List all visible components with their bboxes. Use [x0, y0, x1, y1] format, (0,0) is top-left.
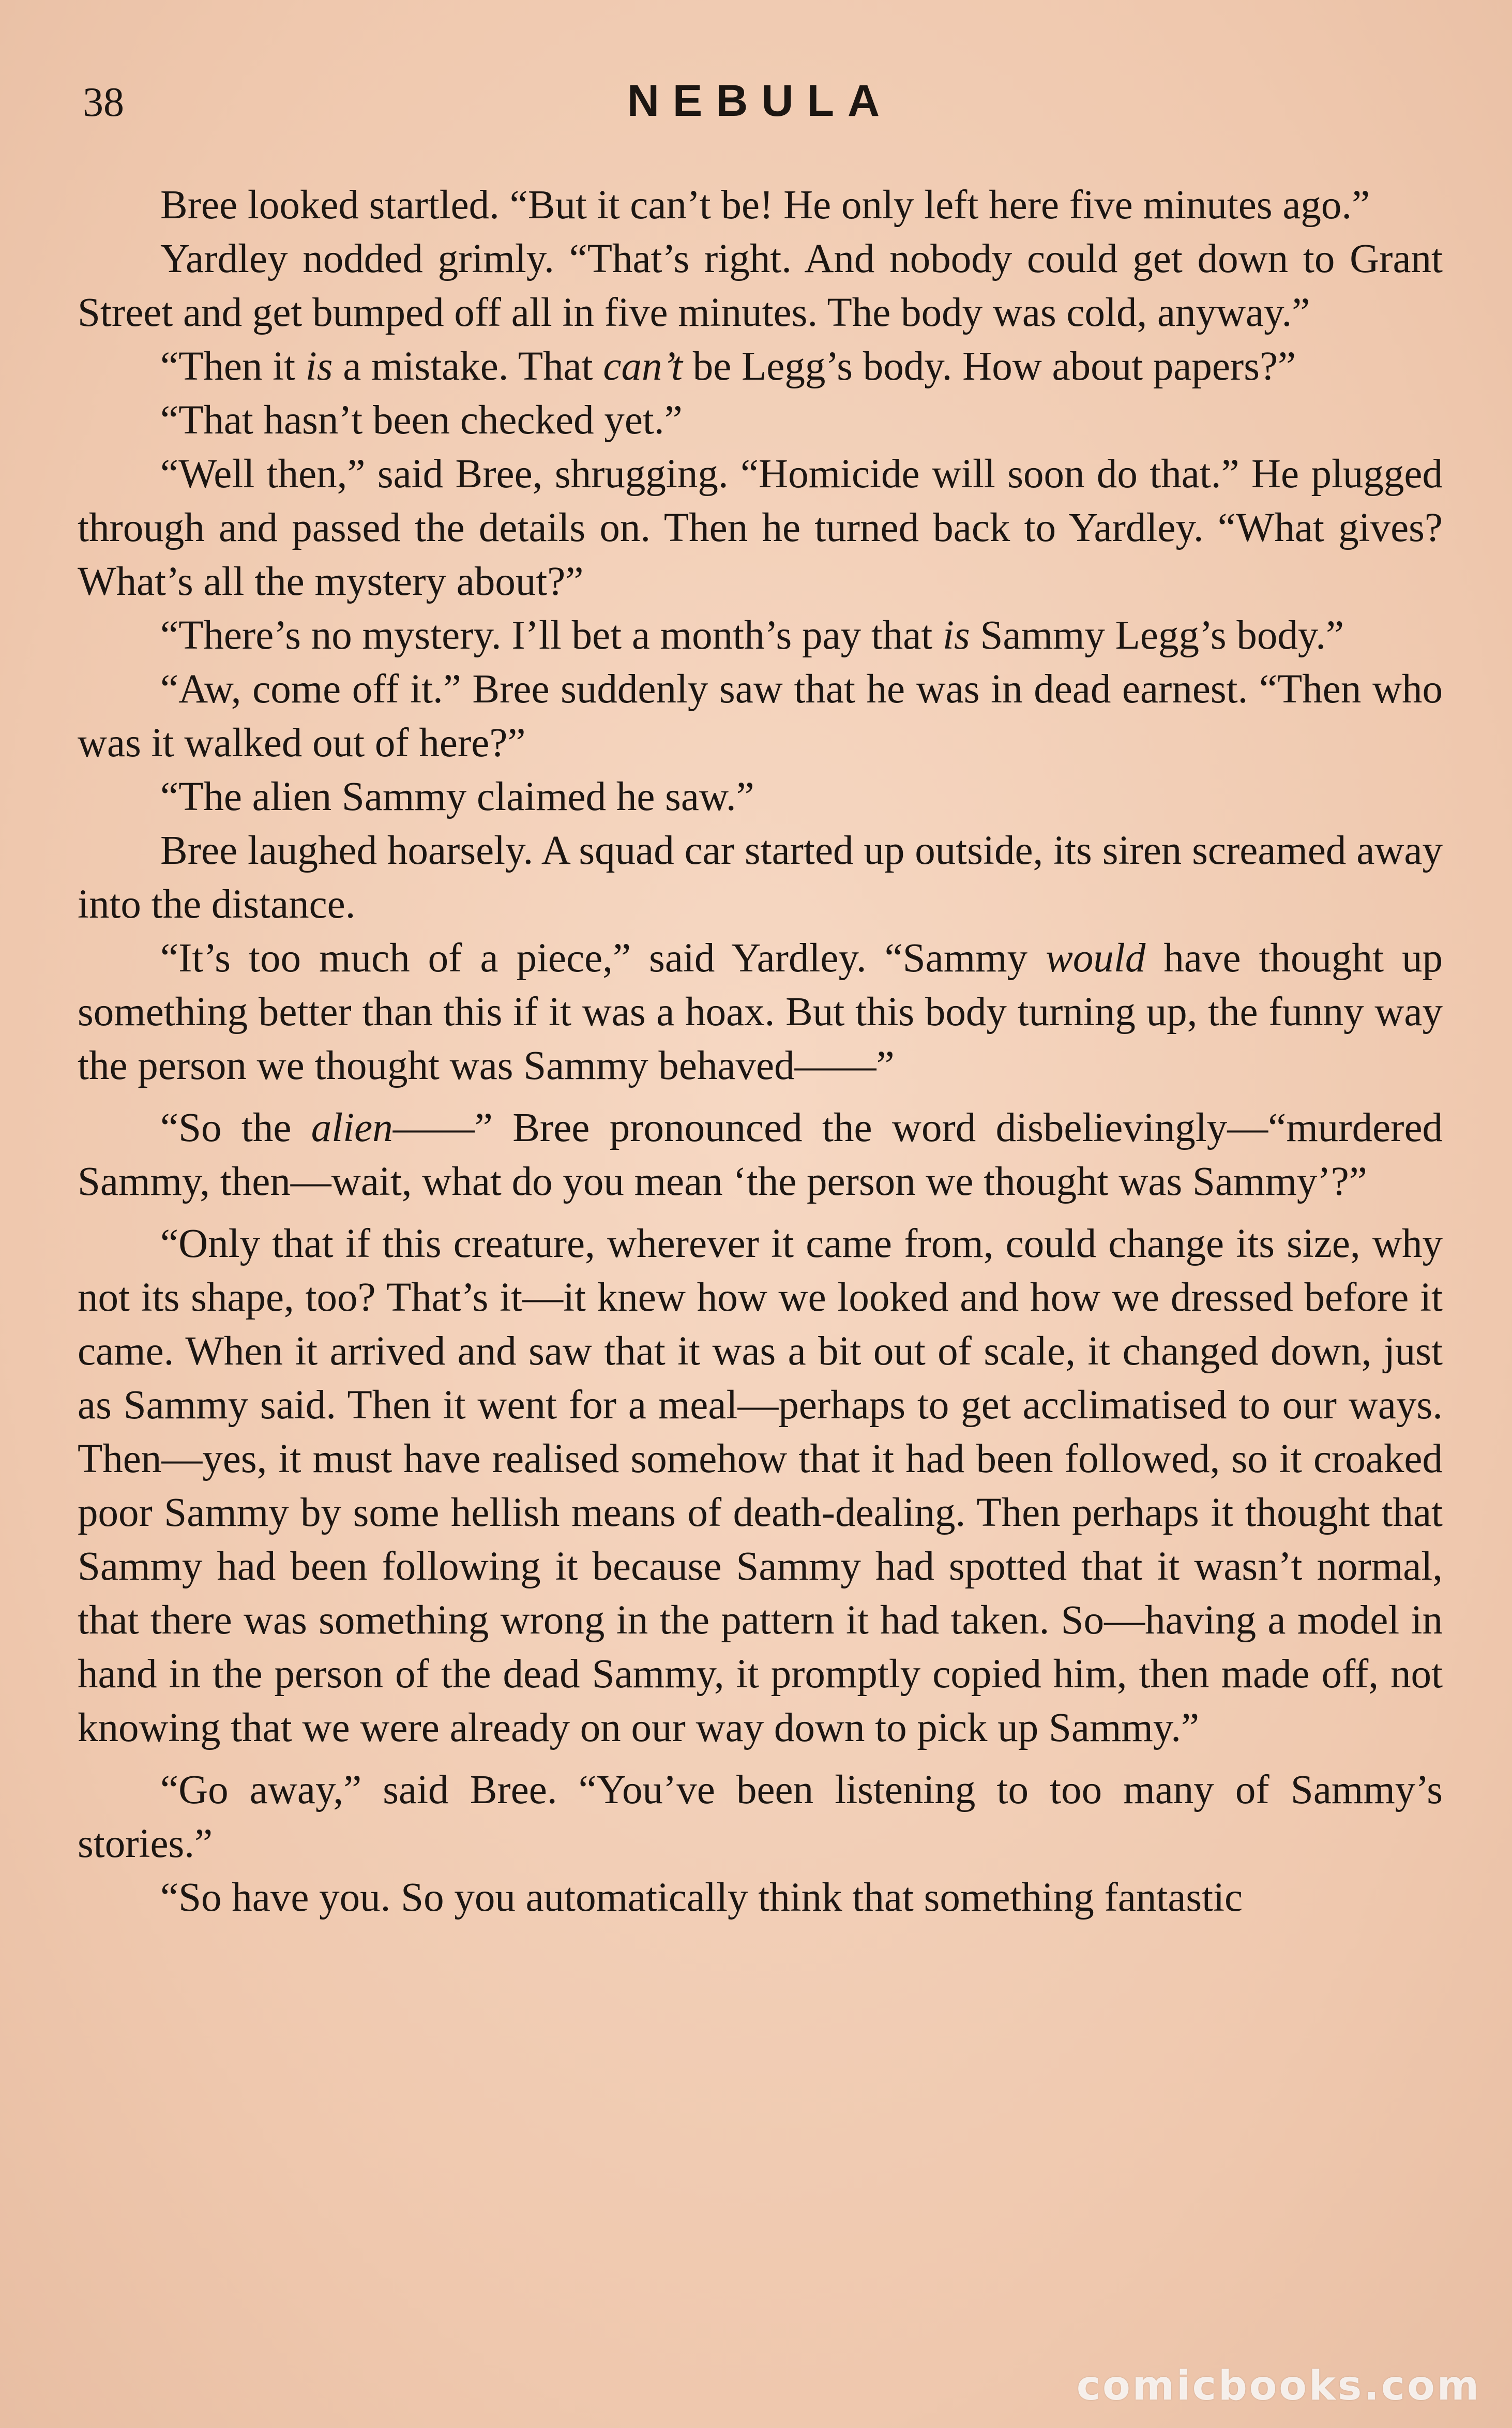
watermark: comicbooks.com — [1076, 2363, 1481, 2409]
paragraph — [78, 1871, 1443, 1925]
text-run: “So have you. So you automatically think that something fantastic — [160, 1875, 1243, 1920]
text-run: ——” Bree pronounced the word disbelievingly—“murdered Sammy, then—wait, what do you mean ‘the person we thought was Sammy’?” — [78, 1105, 1443, 1204]
paragraph — [78, 178, 1443, 232]
paragraph — [78, 447, 1443, 609]
running-title: NEBULA — [627, 76, 894, 126]
paragraph — [78, 340, 1443, 394]
page-number: 38 — [83, 80, 124, 125]
paragraph — [78, 663, 1443, 770]
text-run: a mistake. That — [332, 344, 603, 389]
paragraph — [78, 609, 1443, 663]
page-header — [78, 72, 1443, 134]
text-run: Sammy Legg’s body.” — [970, 613, 1344, 658]
text-run: Bree laughed hoarsely. A squad car started up outside, its siren screamed away into the distance. — [78, 828, 1443, 927]
paragraph — [78, 1217, 1443, 1755]
text-run: “The alien Sammy claimed he saw.” — [160, 774, 754, 819]
italic-text: is — [943, 613, 970, 658]
text-run: “There’s no mystery. I’ll bet a month’s pay that — [160, 613, 943, 658]
text-run: Bree looked startled. “But it can’t be! He only left here five minutes ago.” — [160, 183, 1370, 228]
story-text — [78, 178, 1443, 1925]
text-run: “That hasn’t been checked yet.” — [160, 398, 683, 443]
paragraph — [78, 394, 1443, 447]
book-page — [78, 0, 1443, 2428]
paragraph — [78, 770, 1443, 824]
text-run: “So the — [160, 1105, 311, 1150]
text-run: “Well then,” said Bree, shrugging. “Homicide will soon do that.” He plugged through and passed the details on. Then he turned back to Yardley. “What gives? What’s all the mystery about?” — [78, 452, 1443, 604]
italic-text: would — [1046, 936, 1146, 981]
paragraph — [78, 932, 1443, 1093]
italic-text: alien — [311, 1105, 393, 1150]
paragraph — [78, 1763, 1443, 1871]
text-run: have thought up something better than this if it was a hoax. But this body turning up, the funny way the person we thought was Sammy behaved——” — [78, 936, 1443, 1088]
paragraph — [78, 1101, 1443, 1209]
text-run: Yardley nodded grimly. “That’s right. And nobody could get down to Grant Street and get bumped off all in five minutes. The body was cold, anyway.” — [78, 236, 1443, 335]
text-run: “Go away,” said Bree. “You’ve been listening to too many of Sammy’s stories.” — [78, 1767, 1443, 1866]
text-run: “Then it — [160, 344, 306, 389]
italic-text: is — [305, 344, 333, 389]
italic-text: can’t — [603, 344, 683, 389]
paragraph — [78, 824, 1443, 932]
paragraph — [78, 232, 1443, 340]
text-run: “Aw, come off it.” Bree suddenly saw that he was in dead earnest. “Then who was it walked out of here?” — [78, 667, 1443, 766]
text-run: “It’s too much of a piece,” said Yardley. “Sammy — [160, 936, 1046, 981]
text-run: be Legg’s body. How about papers?” — [682, 344, 1296, 389]
text-run: “Only that if this creature, wherever it came from, could change its size, why not its shape, too? That’s it—it knew how we looked and how we dressed before it came. When it arrived and saw that it was a bit out of scale, it changed down, just as Sammy said. Then it went for a meal—perhaps to get acclimatised to our ways. Then—yes, it must have realised somehow that it had been followed, so it croaked poor Sammy by some hellish means of death-dealing. Then perhaps it thought that Sammy had been following it because Sammy had spotted that it wasn’t normal, that there was something wrong in the pattern it had taken. So—having a model in hand in the person of the dead Sammy, it promptly copied him, then made off, not knowing that we were already on our way down to pick up Sammy.” — [78, 1221, 1443, 1750]
